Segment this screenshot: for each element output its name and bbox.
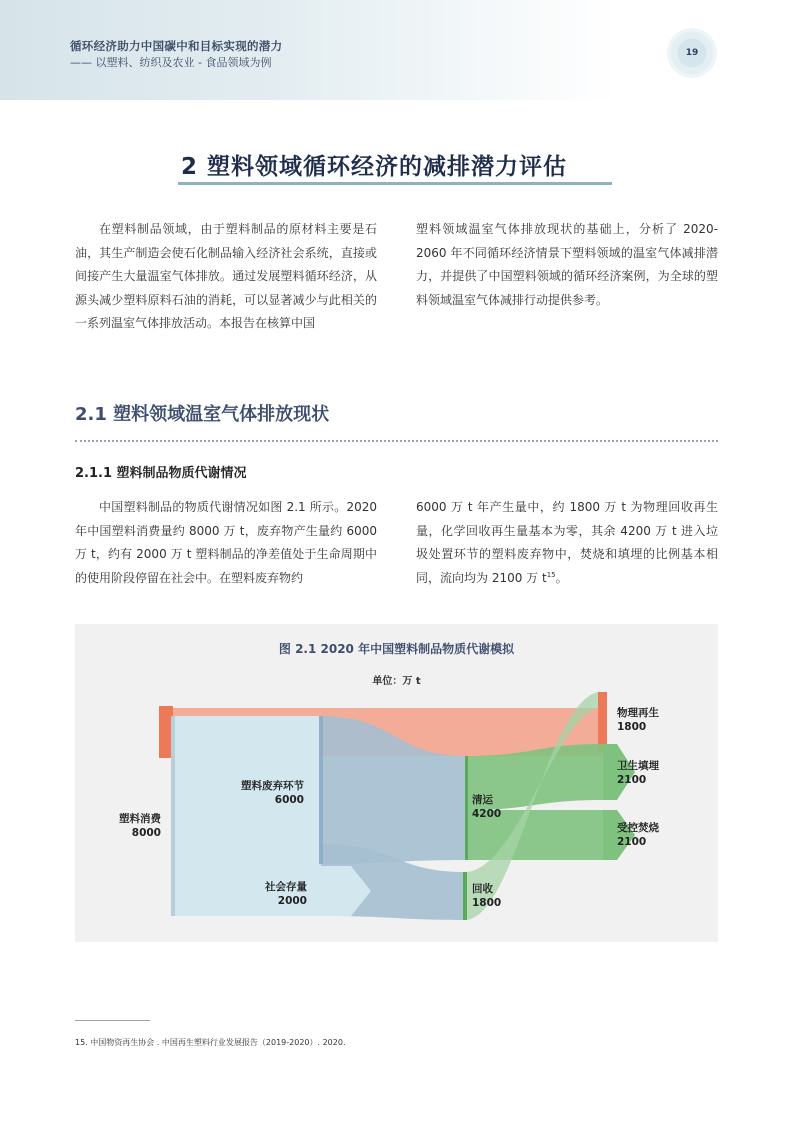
figure-container [75,624,718,942]
node-value-waste: 6000 [274,794,304,806]
node-waste [319,716,323,864]
page-number: 19 [685,48,699,58]
running-header-subtitle: —— 以塑料、纺织及农业 - 食品领域为例 [70,56,272,69]
node-name-landfill: 卫生填埋 [617,760,659,772]
subsection-title: 2.1 塑料领域温室气体排放现状 [75,404,330,425]
node-value-consumption: 8000 [131,827,161,839]
footnote-ref[interactable]: 15 [546,570,556,579]
body-paragraph-left: 中国塑料制品的物质代谢情况如图 2.1 所示。2020 年中国塑料消费量约 8000 万 t，废弃物产生量约 6000 万 t，约有 2000 万 t 塑料制品的净差值处于生命周期中的使用阶段停留在社会中。在塑料废弃物约 [75,500,377,585]
node-name-incineration: 受控焚烧 [617,822,659,834]
node-name-recycle: 回收 [472,883,493,895]
footnote: 15. 中国物资再生协会 . 中国再生塑料行业发展报告（2019-2020）. 2020. [75,1038,346,1047]
intro-paragraph-left: 在塑料制品领域，由于塑料制品的原材料主要是石油，其生产制造会使石化制品输入经济社会系统，直接或间接产生大量温室气体排放。通过发展塑料循环经济，从源头减少塑料原料石油的消耗，可以显著减少与此相关的一系列温室气体排放活动。本报告在核算中国 [75,222,377,330]
node-value-recycle: 1800 [472,897,502,909]
section-title-underline [178,182,612,185]
node-value-landfill: 2100 [617,774,647,786]
node-label-landfill [617,759,659,787]
body-paragraph-right [416,496,718,590]
dotted-divider [75,440,718,442]
node-label-recycle [472,882,501,910]
figure-unit: 单位：万 t [372,676,421,687]
node-value-transport: 4200 [472,808,502,820]
running-header-title: 循环经济助力中国碳中和目标实现的潜力 [70,39,283,53]
node-waste-split [465,756,468,860]
node-value-physical: 1800 [617,721,647,733]
section-title: 2 塑料领域循环经济的减排潜力评估 [181,154,568,180]
body-paragraph-right-text: 6000 万 t 年产生量中，约 1800 万 t 为物理回收再生量，化学回收再生量基本为零，其余 4200 万 t 进入垃圾处置环节的塑料废弃物中，焚烧和填埋的比例基本相同，流向均为 2100 万 t [416,500,718,585]
node-name-waste: 塑料废弃环节 [241,780,304,792]
node-consumption-bar [171,716,175,916]
intro-paragraph-right: 塑料领域温室气体排放现状的基础上，分析了 2020-2060 年不同循环经济情景下塑料领域的温室气体减排潜力，并提供了中国塑料领域的循环经济案例，为全球的塑料领域温室气体减排行动提供参考。 [416,222,718,307]
body-paragraph-right-end: 。 [555,570,568,585]
node-name-physical: 物理再生 [617,707,659,719]
page-number-badge [667,28,717,78]
figure-title: 图 2.1 2020 年中国塑料制品物质代谢模拟 [278,642,515,656]
node-label-stock [265,880,307,908]
node-value-stock: 2000 [277,895,307,907]
node-physical-recycle [598,692,607,752]
node-name-consumption: 塑料消费 [119,813,161,825]
subsubsection-title: 2.1.1 塑料制品物质代谢情况 [75,466,247,481]
node-label-transport [472,793,501,821]
node-label-incineration [617,821,659,849]
node-label-waste [241,779,304,807]
node-name-transport: 清运 [472,794,493,806]
node-name-stock: 社会存量 [265,881,307,893]
node-value-incineration: 2100 [617,836,647,848]
node-label-physical [617,706,659,734]
footnote-divider [75,1020,150,1021]
node-recycle [463,872,467,920]
recycle-loop-left-cap [159,706,173,758]
node-label-consumption [119,812,161,840]
